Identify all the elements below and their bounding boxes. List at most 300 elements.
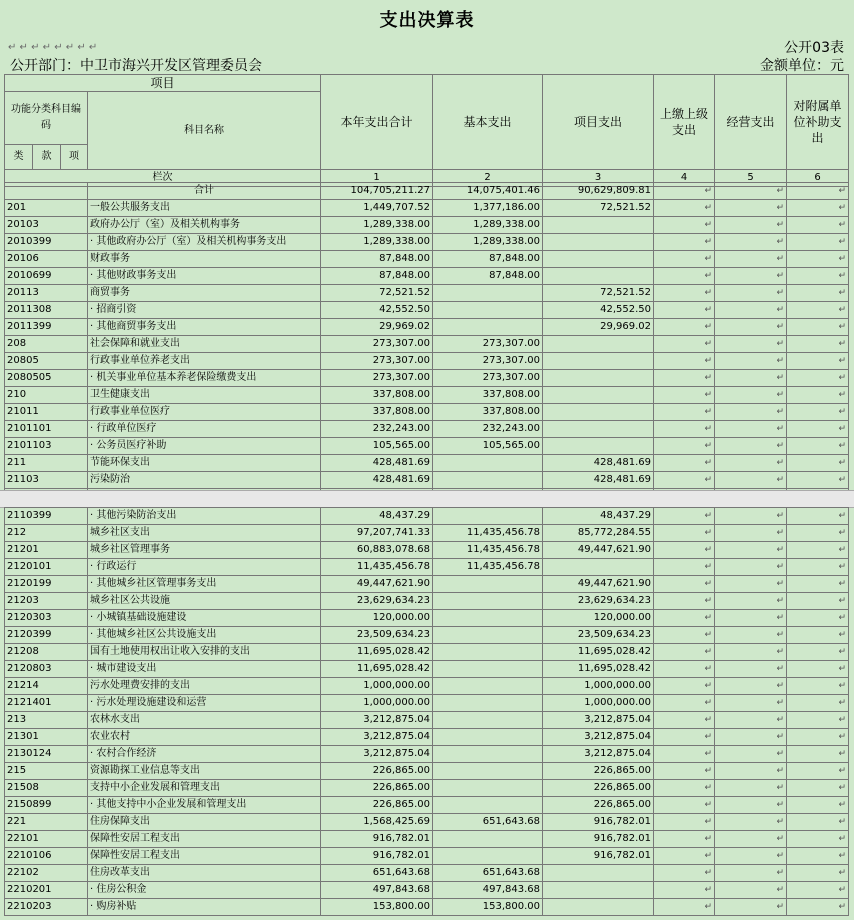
table-row <box>5 285 849 302</box>
empty-cell: ↵ <box>654 695 715 712</box>
row-code: 2080505 <box>5 370 88 387</box>
empty-cell: ↵ <box>787 882 849 899</box>
empty-cell: ↵ <box>715 746 787 763</box>
row-code: 2120399 <box>5 627 88 644</box>
row-basic: 273,307.00 <box>433 336 543 353</box>
empty-cell: ↵ <box>787 763 849 780</box>
row-basic <box>433 661 543 678</box>
empty-cell: ↵ <box>787 661 849 678</box>
row-project <box>543 882 654 899</box>
total-row <box>5 183 849 200</box>
empty-cell: ↵ <box>654 729 715 746</box>
row-total: 105,565.00 <box>321 438 433 455</box>
empty-cell: ↵ <box>654 421 715 438</box>
empty-cell: ↵ <box>715 268 787 285</box>
row-name: 行政事业单位养老支出 <box>88 353 321 370</box>
empty-cell: ↵ <box>715 797 787 814</box>
empty-cell: ↵ <box>654 797 715 814</box>
empty-cell: ↵ <box>787 508 849 525</box>
empty-cell: ↵ <box>787 336 849 353</box>
row-total: 337,808.00 <box>321 404 433 421</box>
empty-cell: ↵ <box>715 644 787 661</box>
empty-cell: ↵ <box>787 268 849 285</box>
row-basic: 232,243.00 <box>433 421 543 438</box>
row-code: 21301 <box>5 729 88 746</box>
row-total: 153,800.00 <box>321 899 433 916</box>
total-code-cell <box>5 183 88 200</box>
row-project: 72,521.52 <box>543 285 654 302</box>
row-basic <box>433 627 543 644</box>
empty-cell: ↵ <box>654 251 715 268</box>
row-total: 1,000,000.00 <box>321 678 433 695</box>
table-row <box>5 644 849 661</box>
table-row <box>5 268 849 285</box>
row-basic: 11,435,456.78 <box>433 525 543 542</box>
header-lei: 类 <box>5 145 33 170</box>
row-name: · 公务员医疗补助 <box>88 438 321 455</box>
row-basic <box>433 678 543 695</box>
row-basic <box>433 610 543 627</box>
row-name: 政府办公厅（室）及相关机构事务 <box>88 217 321 234</box>
row-basic <box>433 285 543 302</box>
row-basic <box>433 848 543 865</box>
empty-cell: ↵ <box>654 234 715 251</box>
header-subject-name: 科目名称 <box>88 92 321 170</box>
empty-cell: ↵ <box>715 455 787 472</box>
paragraph-marks: ↵ ↵ ↵ ↵ ↵ ↵ ↵ ↵ <box>8 42 98 53</box>
col-number-6: 6 <box>787 170 849 187</box>
empty-cell: ↵ <box>787 746 849 763</box>
row-total: 651,643.68 <box>321 865 433 882</box>
row-project: 3,212,875.04 <box>543 712 654 729</box>
table-row <box>5 336 849 353</box>
empty-cell: ↵ <box>654 353 715 370</box>
empty-cell: ↵ <box>654 268 715 285</box>
row-total: 3,212,875.04 <box>321 729 433 746</box>
row-code: 2130124 <box>5 746 88 763</box>
row-name: · 其他支持中小企业发展和管理支出 <box>88 797 321 814</box>
row-basic: 1,377,186.00 <box>433 200 543 217</box>
empty-cell: ↵ <box>787 285 849 302</box>
row-name: · 其他城乡社区公共设施支出 <box>88 627 321 644</box>
row-basic <box>433 593 543 610</box>
row-code: 2120803 <box>5 661 88 678</box>
table-row <box>5 319 849 336</box>
empty-cell: ↵ <box>715 712 787 729</box>
empty-cell: ↵ <box>654 644 715 661</box>
empty-cell: ↵ <box>715 559 787 576</box>
row-code: 211 <box>5 455 88 472</box>
empty-cell: ↵ <box>787 183 849 200</box>
header-func-code: 功能分类科目编码 <box>5 92 88 145</box>
empty-cell: ↵ <box>715 729 787 746</box>
row-basic: 11,435,456.78 <box>433 559 543 576</box>
empty-cell: ↵ <box>654 746 715 763</box>
row-basic <box>433 780 543 797</box>
empty-cell: ↵ <box>715 319 787 336</box>
empty-cell: ↵ <box>787 525 849 542</box>
empty-cell: ↵ <box>654 285 715 302</box>
row-total: 1,289,338.00 <box>321 217 433 234</box>
row-name: · 污水处理设施建设和运营 <box>88 695 321 712</box>
row-basic: 153,800.00 <box>433 899 543 916</box>
table-row <box>5 404 849 421</box>
row-name: 卫生健康支出 <box>88 387 321 404</box>
empty-cell: ↵ <box>654 576 715 593</box>
row-code: 22101 <box>5 831 88 848</box>
row-total: 23,629,634.23 <box>321 593 433 610</box>
row-total: 60,883,078.68 <box>321 542 433 559</box>
empty-cell: ↵ <box>715 508 787 525</box>
table-row <box>5 302 849 319</box>
table-row <box>5 746 849 763</box>
row-basic: 1,289,338.00 <box>433 217 543 234</box>
empty-cell: ↵ <box>715 251 787 268</box>
empty-cell: ↵ <box>715 627 787 644</box>
empty-cell: ↵ <box>787 814 849 831</box>
row-name: 支持中小企业发展和管理支出 <box>88 780 321 797</box>
empty-cell: ↵ <box>715 610 787 627</box>
table-row <box>5 508 849 525</box>
empty-cell: ↵ <box>787 610 849 627</box>
empty-cell: ↵ <box>787 848 849 865</box>
row-code: 2010699 <box>5 268 88 285</box>
table-row <box>5 353 849 370</box>
row-total: 232,243.00 <box>321 421 433 438</box>
row-name: 城乡社区管理事务 <box>88 542 321 559</box>
data-table-top <box>4 182 849 506</box>
empty-cell: ↵ <box>654 814 715 831</box>
row-name: · 招商引资 <box>88 302 321 319</box>
row-total: 23,509,634.23 <box>321 627 433 644</box>
table-row <box>5 251 849 268</box>
empty-cell: ↵ <box>654 780 715 797</box>
row-name: 资源勘探工业信息等支出 <box>88 763 321 780</box>
row-basic: 87,848.00 <box>433 251 543 268</box>
row-project <box>543 353 654 370</box>
empty-cell: ↵ <box>654 831 715 848</box>
header-xiang: 项 <box>61 145 88 170</box>
empty-cell: ↵ <box>715 661 787 678</box>
empty-cell: ↵ <box>654 404 715 421</box>
empty-cell: ↵ <box>787 627 849 644</box>
empty-cell: ↵ <box>654 302 715 319</box>
row-code: 2110399 <box>5 508 88 525</box>
row-total: 1,568,425.69 <box>321 814 433 831</box>
row-basic: 497,843.68 <box>433 882 543 899</box>
empty-cell: ↵ <box>715 217 787 234</box>
empty-cell: ↵ <box>654 336 715 353</box>
row-name: · 行政单位医疗 <box>88 421 321 438</box>
header-col1: 本年支出合计 <box>321 75 433 170</box>
row-project: 226,865.00 <box>543 780 654 797</box>
empty-cell: ↵ <box>715 763 787 780</box>
row-total: 29,969.02 <box>321 319 433 336</box>
row-project: 226,865.00 <box>543 797 654 814</box>
empty-cell: ↵ <box>654 899 715 916</box>
row-code: 21011 <box>5 404 88 421</box>
row-project: 3,212,875.04 <box>543 729 654 746</box>
empty-cell: ↵ <box>715 593 787 610</box>
row-basic <box>433 576 543 593</box>
row-project <box>543 865 654 882</box>
empty-cell: ↵ <box>787 234 849 251</box>
empty-cell: ↵ <box>715 404 787 421</box>
empty-cell: ↵ <box>715 831 787 848</box>
row-project: 120,000.00 <box>543 610 654 627</box>
col-number-3: 3 <box>543 170 654 187</box>
row-code: 21201 <box>5 542 88 559</box>
row-project <box>543 421 654 438</box>
empty-cell: ↵ <box>787 542 849 559</box>
header-item: 项目 <box>5 75 321 92</box>
row-name: 社会保障和就业支出 <box>88 336 321 353</box>
empty-cell: ↵ <box>715 353 787 370</box>
row-total: 273,307.00 <box>321 370 433 387</box>
row-basic <box>433 472 543 489</box>
empty-cell: ↵ <box>787 217 849 234</box>
empty-cell: ↵ <box>654 183 715 200</box>
row-name: · 购房补贴 <box>88 899 321 916</box>
row-name: · 其他财政事务支出 <box>88 268 321 285</box>
row-code: 20103 <box>5 217 88 234</box>
empty-cell: ↵ <box>715 302 787 319</box>
row-basic <box>433 831 543 848</box>
row-name: · 其他污染防治支出 <box>88 508 321 525</box>
row-basic <box>433 763 543 780</box>
empty-cell: ↵ <box>787 678 849 695</box>
row-project: 916,782.01 <box>543 814 654 831</box>
row-basic: 11,435,456.78 <box>433 542 543 559</box>
table-row <box>5 899 849 916</box>
row-code: 2011399 <box>5 319 88 336</box>
table-row <box>5 678 849 695</box>
table-row <box>5 763 849 780</box>
row-total: 916,782.01 <box>321 848 433 865</box>
row-project: 29,969.02 <box>543 319 654 336</box>
table-row <box>5 455 849 472</box>
total-sum: 104,705,211.27 <box>321 183 433 200</box>
empty-cell: ↵ <box>715 387 787 404</box>
row-code: 21508 <box>5 780 88 797</box>
row-name: · 其他城乡社区管理事务支出 <box>88 576 321 593</box>
empty-cell: ↵ <box>787 831 849 848</box>
table-row <box>5 576 849 593</box>
row-project <box>543 268 654 285</box>
empty-cell: ↵ <box>715 899 787 916</box>
empty-cell: ↵ <box>787 644 849 661</box>
col-number-5: 5 <box>715 170 787 187</box>
empty-cell: ↵ <box>715 336 787 353</box>
row-name: · 其他商贸事务支出 <box>88 319 321 336</box>
row-code: 21203 <box>5 593 88 610</box>
row-total: 120,000.00 <box>321 610 433 627</box>
empty-cell: ↵ <box>654 610 715 627</box>
row-basic: 273,307.00 <box>433 370 543 387</box>
total-project: 90,629,809.81 <box>543 183 654 200</box>
empty-cell: ↵ <box>715 200 787 217</box>
row-name: 财政事务 <box>88 251 321 268</box>
empty-cell: ↵ <box>654 627 715 644</box>
empty-cell: ↵ <box>654 542 715 559</box>
row-project <box>543 899 654 916</box>
empty-cell: ↵ <box>787 251 849 268</box>
row-basic: 337,808.00 <box>433 404 543 421</box>
row-total: 1,289,338.00 <box>321 234 433 251</box>
row-name: · 农村合作经济 <box>88 746 321 763</box>
empty-cell: ↵ <box>715 814 787 831</box>
empty-cell: ↵ <box>787 472 849 489</box>
row-project: 23,509,634.23 <box>543 627 654 644</box>
table-row <box>5 661 849 678</box>
empty-cell: ↵ <box>787 865 849 882</box>
empty-cell: ↵ <box>787 387 849 404</box>
table-row <box>5 695 849 712</box>
empty-cell: ↵ <box>787 712 849 729</box>
row-basic: 273,307.00 <box>433 353 543 370</box>
row-total: 3,212,875.04 <box>321 746 433 763</box>
empty-cell: ↵ <box>654 370 715 387</box>
empty-cell: ↵ <box>787 370 849 387</box>
row-code: 2011308 <box>5 302 88 319</box>
row-total: 97,207,741.33 <box>321 525 433 542</box>
empty-cell: ↵ <box>715 183 787 200</box>
row-total: 428,481.69 <box>321 472 433 489</box>
row-name: 城乡社区支出 <box>88 525 321 542</box>
row-name: 行政事业单位医疗 <box>88 404 321 421</box>
empty-cell: ↵ <box>715 370 787 387</box>
table-row <box>5 200 849 217</box>
row-name: 商贸事务 <box>88 285 321 302</box>
empty-cell: ↵ <box>715 525 787 542</box>
row-code: 2101103 <box>5 438 88 455</box>
row-code: 215 <box>5 763 88 780</box>
row-code: 201 <box>5 200 88 217</box>
row-code: 22102 <box>5 865 88 882</box>
row-total: 87,848.00 <box>321 268 433 285</box>
empty-cell: ↵ <box>654 848 715 865</box>
page-title: 支出决算表 <box>379 10 475 31</box>
row-basic <box>433 319 543 336</box>
row-name: 国有土地使用权出让收入安排的支出 <box>88 644 321 661</box>
row-code: 2210203 <box>5 899 88 916</box>
empty-cell: ↵ <box>654 455 715 472</box>
row-code: 2210106 <box>5 848 88 865</box>
row-total: 48,437.29 <box>321 508 433 525</box>
empty-cell: ↵ <box>715 780 787 797</box>
row-total: 11,435,456.78 <box>321 559 433 576</box>
row-name: 农业农村 <box>88 729 321 746</box>
row-project <box>543 217 654 234</box>
row-code: 212 <box>5 525 88 542</box>
table-row <box>5 217 849 234</box>
row-project <box>543 559 654 576</box>
row-total: 87,848.00 <box>321 251 433 268</box>
row-basic: 1,289,338.00 <box>433 234 543 251</box>
empty-cell: ↵ <box>715 421 787 438</box>
empty-cell: ↵ <box>787 576 849 593</box>
row-total: 11,695,028.42 <box>321 661 433 678</box>
row-project: 916,782.01 <box>543 831 654 848</box>
row-project: 49,447,621.90 <box>543 576 654 593</box>
row-code: 2210201 <box>5 882 88 899</box>
row-project <box>543 438 654 455</box>
row-basic <box>433 746 543 763</box>
row-name: 住房保障支出 <box>88 814 321 831</box>
row-code: 2010399 <box>5 234 88 251</box>
empty-cell: ↵ <box>654 593 715 610</box>
empty-cell: ↵ <box>654 712 715 729</box>
row-name: 保障性安居工程支出 <box>88 831 321 848</box>
table-row <box>5 387 849 404</box>
row-project: 428,481.69 <box>543 455 654 472</box>
row-basic <box>433 644 543 661</box>
row-total: 49,447,621.90 <box>321 576 433 593</box>
row-basic: 651,643.68 <box>433 865 543 882</box>
row-name: 住房改革支出 <box>88 865 321 882</box>
empty-cell: ↵ <box>654 865 715 882</box>
empty-cell: ↵ <box>787 353 849 370</box>
row-code: 2120101 <box>5 559 88 576</box>
empty-cell: ↵ <box>715 848 787 865</box>
header-kuan: 款 <box>33 145 61 170</box>
empty-cell: ↵ <box>787 404 849 421</box>
table-row <box>5 421 849 438</box>
total-basic: 14,075,401.46 <box>433 183 543 200</box>
row-total: 72,521.52 <box>321 285 433 302</box>
table-row <box>5 525 849 542</box>
header-col5: 经营支出 <box>715 75 787 170</box>
row-code: 2121401 <box>5 695 88 712</box>
row-code: 21208 <box>5 644 88 661</box>
row-name: 农林水支出 <box>88 712 321 729</box>
row-project: 11,695,028.42 <box>543 644 654 661</box>
row-total: 1,000,000.00 <box>321 695 433 712</box>
row-name: 污染防治 <box>88 472 321 489</box>
row-basic <box>433 302 543 319</box>
row-project <box>543 234 654 251</box>
table-row <box>5 542 849 559</box>
header-col6: 对附属单位补助支出 <box>787 75 849 170</box>
table-row <box>5 865 849 882</box>
header-col4: 上缴上级支出 <box>654 75 715 170</box>
row-total: 226,865.00 <box>321 797 433 814</box>
empty-cell: ↵ <box>654 319 715 336</box>
row-project: 428,481.69 <box>543 472 654 489</box>
table-row <box>5 797 849 814</box>
department-label: 公开部门：中卫市海兴开发区管理委员会 <box>10 58 262 74</box>
header-col2: 基本支出 <box>433 75 543 170</box>
row-name: · 小城镇基础设施建设 <box>88 610 321 627</box>
row-project: 85,772,284.55 <box>543 525 654 542</box>
row-total: 273,307.00 <box>321 353 433 370</box>
empty-cell: ↵ <box>654 661 715 678</box>
empty-cell: ↵ <box>787 319 849 336</box>
table-row <box>5 831 849 848</box>
row-code: 208 <box>5 336 88 353</box>
row-code: 2120303 <box>5 610 88 627</box>
empty-cell: ↵ <box>654 200 715 217</box>
col-number-2: 2 <box>433 170 543 187</box>
data-table-bottom <box>4 507 849 916</box>
row-code: 20106 <box>5 251 88 268</box>
row-basic <box>433 797 543 814</box>
row-project <box>543 387 654 404</box>
row-project: 72,521.52 <box>543 200 654 217</box>
table-row <box>5 370 849 387</box>
row-project: 49,447,621.90 <box>543 542 654 559</box>
empty-cell: ↵ <box>787 593 849 610</box>
